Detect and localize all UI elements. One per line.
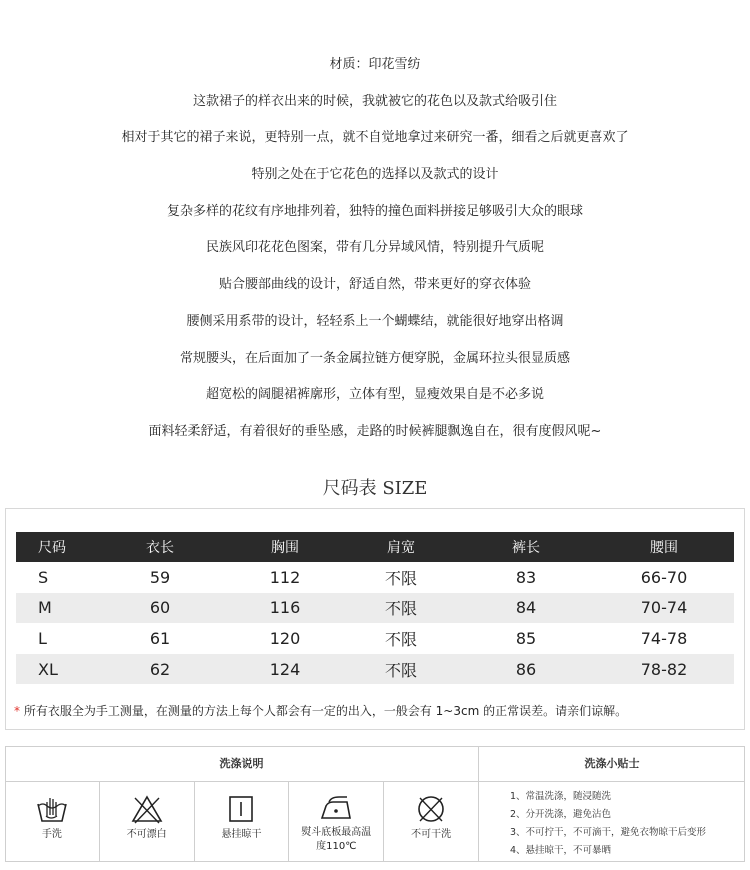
- note-text: 所有衣服全为手工测量，在测量的方法上每个人都会有一定的出入，一般会有 1~3cm 的正常误差。请亲们谅解。: [23, 704, 628, 718]
- description-line: 这款裙子的样衣出来的时候，我就被它的花色以及款式给吸引住: [192, 93, 557, 109]
- table-cell: 116: [269, 598, 301, 618]
- description-line: 常规腰头，在后面加了一条金属拉链方便穿脱，金属环拉头很显质感: [179, 350, 570, 366]
- table-cell: 62: [149, 659, 171, 679]
- description-line: 贴合腰部曲线的设计，舒适自然，带来更好的穿衣体验: [218, 277, 531, 293]
- table-cell: 74-78: [640, 628, 688, 648]
- table-cell: 112: [269, 567, 301, 587]
- washing-tip: 2、分开洗涤，避免沾色: [510, 809, 612, 820]
- wash-item-no-bleach: [100, 782, 195, 862]
- wash-label: 不可漂白: [126, 829, 167, 840]
- table-row: [16, 654, 734, 685]
- table-cell: 不限: [384, 629, 417, 649]
- description-line: 相对于其它的裙子来说，更特别一点，就不自觉地拿过来研究一番，细看之后就更喜欢了: [121, 130, 629, 146]
- header-cell: 裤长: [512, 540, 540, 556]
- description-line: 复杂多样的花纹有序地排列着，独特的撞色面料拼接足够吸引大众的眼球: [166, 203, 583, 219]
- wash-label: 不可干洗: [411, 829, 452, 840]
- description-line: 民族风印花花色图案，带有几分异域风情，特别提升气质呢: [205, 240, 544, 256]
- washing-tips-title: 洗涤小贴士: [479, 746, 745, 782]
- table-row: [16, 593, 734, 624]
- description-line: 特别之处在于它花色的选择以及款式的设计: [251, 167, 499, 183]
- table-cell: 不限: [384, 568, 417, 588]
- wash-label: 手洗: [41, 829, 62, 840]
- wash-item-no-dry-clean: [384, 782, 479, 862]
- description-line: 面料轻柔舒适，有着很好的垂坠感，走路的时候裤腿飘逸自在，很有度假风呢~: [148, 423, 602, 439]
- washing-instructions-title: 洗涤说明: [5, 746, 479, 782]
- header-cell: 衣长: [146, 540, 174, 556]
- table-cell: 不限: [384, 599, 417, 619]
- hand-wash-icon: [35, 794, 69, 824]
- washing-tips: [510, 788, 740, 860]
- table-cell: 83: [515, 567, 537, 587]
- table-cell: 84: [515, 598, 537, 618]
- wash-label: 熨斗底板最高温度110℃: [301, 827, 372, 852]
- table-row: [16, 562, 734, 593]
- table-cell: 70-74: [640, 598, 688, 618]
- table-cell: 85: [515, 628, 537, 648]
- table-cell: L: [38, 628, 47, 648]
- table-cell: 不限: [384, 660, 417, 680]
- wash-item-hang-dry: [195, 782, 290, 862]
- table-cell: S: [38, 567, 49, 587]
- table-cell: 60: [149, 598, 171, 618]
- table-cell: 66-70: [640, 567, 688, 587]
- table-cell: XL: [38, 659, 58, 679]
- description-line: 超宽松的阔腿裙裤廓形，立体有型，显瘦效果自是不必多说: [205, 387, 544, 403]
- table-cell: 59: [149, 567, 171, 587]
- no-bleach-icon: [130, 794, 164, 824]
- size-table-header: [16, 532, 734, 562]
- table-row: [16, 623, 734, 654]
- table-cell: 120: [269, 628, 301, 648]
- washing-tip: 3、不可拧干，不可滴干，避免衣物晾干后变形: [510, 827, 707, 838]
- header-cell: 肩宽: [387, 540, 415, 556]
- hang-dry-icon: [224, 794, 258, 824]
- table-cell: 78-82: [640, 659, 688, 679]
- washing-icons: [5, 782, 479, 862]
- table-cell: 124: [269, 659, 301, 679]
- product-description: [0, 47, 750, 451]
- washing-tip: 1、常温洗涤，随浸随洗: [510, 791, 612, 802]
- table-cell: M: [38, 598, 52, 618]
- wash-item-hand-wash: [5, 782, 100, 862]
- note-star: *: [14, 704, 20, 718]
- no-dry-clean-icon: [414, 794, 448, 824]
- iron-icon: [319, 794, 353, 824]
- header-cell: 尺码: [38, 540, 66, 556]
- washing-tip: 4、悬挂晾干，不可暴晒: [510, 845, 612, 856]
- table-cell: 61: [149, 628, 171, 648]
- description-line: 腰侧采用系带的设计，轻轻系上一个蝴蝶结，就能很好地穿出格调: [186, 313, 564, 329]
- size-table: [16, 532, 734, 684]
- table-cell: 86: [515, 659, 537, 679]
- description-line: 材质：印花雪纺: [329, 57, 421, 72]
- measurement-note: [14, 702, 744, 719]
- size-chart-title: 尺码表 SIZE: [322, 478, 428, 499]
- wash-label: 悬挂晾干: [221, 829, 262, 840]
- header-cell: 胸围: [271, 540, 299, 556]
- header-cell: 腰围: [650, 540, 678, 556]
- wash-item-iron: [289, 782, 384, 862]
